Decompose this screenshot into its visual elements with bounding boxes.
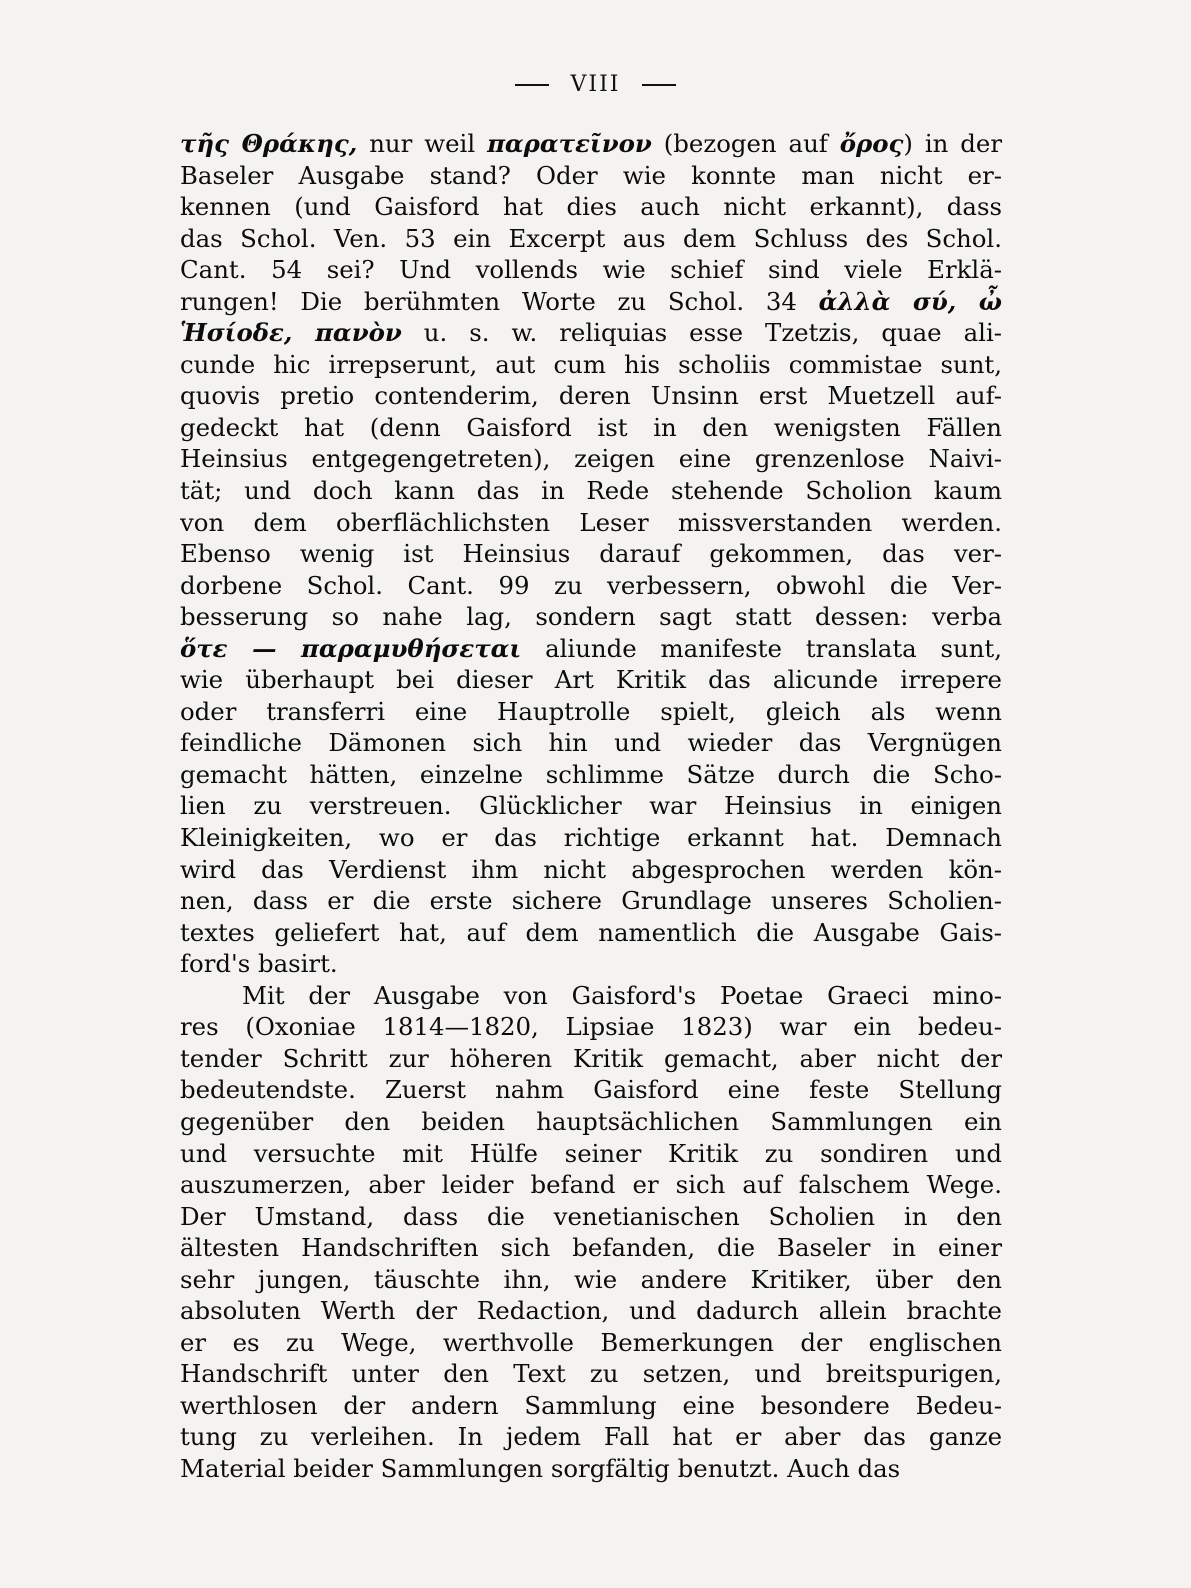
text-line (180, 885, 1002, 917)
text-line (180, 1011, 1002, 1043)
text-segment: Handschrift unter den Text zu setzen, und breitspurigen, (180, 1359, 1002, 1389)
text-segment: ford's basirt. (180, 949, 338, 979)
text-segment: u. s. w. reliquias esse Tzetzis, quae ali- (401, 318, 1002, 348)
text-segment: gegenüber den beiden hauptsächlichen Sammlungen ein (180, 1106, 1002, 1136)
text-segment: nen, dass er die erste sichere Grundlage unseres Scholien- (180, 886, 1002, 916)
text-segment: tender Schritt zur höheren Kritik gemacht, aber nicht der (180, 1043, 1002, 1073)
text-line (180, 980, 1002, 1012)
text-segment: kennen (und Gaisford hat dies auch nicht erkannt), dass (180, 192, 1002, 222)
text-segment: wie überhaupt bei dieser Art Kritik das alicunde irrepere (180, 665, 1002, 695)
text-line (180, 475, 1002, 507)
text-line (180, 1453, 1002, 1485)
greek-text: παρατεῖνον (487, 129, 652, 158)
text-line (180, 160, 1002, 192)
text-segment: nur weil (357, 129, 488, 158)
text-segment: Kleinigkeiten, wo er das richtige erkannt hat. Demnach (180, 823, 1002, 853)
text-line (180, 1138, 1002, 1170)
text-segment: und versuchte mit Hülfe seiner Kritik zu sondiren und (180, 1138, 1002, 1168)
text-segment: feindliche Dämonen sich hin und wieder das Vergnügen (180, 728, 1002, 758)
text-segment: besserung so nahe lag, sondern sagt statt dessen: verba (180, 602, 1002, 632)
text-segment: Mit der Ausgabe von Gaisford's Poetae Graeci mino- (242, 980, 1002, 1010)
text-segment: tung zu verleihen. In jedem Fall hat er aber das ganze (180, 1422, 1002, 1452)
text-segment: Material beider Sammlungen sorgfältig benutzt. Auch das (180, 1453, 901, 1483)
greek-text: ἀλλὰ σύ, ὦ (818, 286, 1002, 316)
text-segment: auszumerzen, aber leider befand er sich auf falschem Wege. (180, 1170, 1002, 1200)
text-segment: Cant. 54 sei? Und vollends wie schief sind viele Erklä- (180, 255, 1002, 285)
text-segment: von dem oberflächlichsten Leser missverstanden werden. (180, 507, 1002, 537)
text-segment: cunde hic irrepserunt, aut cum his scholiis commistae sunt, (180, 349, 1002, 379)
text-line (180, 917, 1002, 949)
text-line (180, 1074, 1002, 1106)
text-line (180, 570, 1002, 602)
paragraph (180, 980, 1002, 1485)
text-line (180, 317, 1002, 349)
text-segment: gedeckt hat (denn Gaisford ist in den wenigsten Fällen (180, 412, 1002, 442)
text-line (180, 1043, 1002, 1075)
text-line (180, 822, 1002, 854)
text-line (180, 1106, 1002, 1138)
body-text (180, 128, 1002, 1485)
text-line (180, 727, 1002, 759)
text-segment: werthlosen der andern Sammlung eine besondere Bedeu- (180, 1390, 1002, 1420)
text-segment: (bezogen auf (651, 129, 840, 158)
text-line (180, 790, 1002, 822)
text-line (180, 759, 1002, 791)
text-line (180, 696, 1002, 728)
text-line (180, 380, 1002, 412)
greek-text: Ἡσίοδε, πανὸν (180, 318, 402, 348)
text-line (180, 948, 1002, 980)
text-segment: wird das Verdienst ihm nicht abgesprochen werden kön- (180, 854, 1002, 884)
page-header (0, 72, 1191, 97)
text-segment: ) in der (903, 129, 1002, 158)
text-segment: gemacht hätten, einzelne schlimme Sätze durch die Scho- (180, 759, 1002, 789)
header-dash-left (515, 84, 549, 86)
text-segment: ältesten Handschriften sich befanden, die Baseler in einer (180, 1233, 1002, 1263)
text-line (180, 1169, 1002, 1201)
text-line (180, 1421, 1002, 1453)
text-line (180, 854, 1002, 886)
text-segment: Baseler Ausgabe stand? Oder wie konnte man nicht er- (180, 160, 1002, 190)
paragraph (180, 128, 1002, 980)
greek-text: ὅτε — παραμυθήσεται (180, 633, 522, 663)
text-line (180, 254, 1002, 286)
text-line (180, 191, 1002, 223)
text-line (180, 1327, 1002, 1359)
text-segment: quovis pretio contenderim, deren Unsinn erst Muetzell auf- (180, 381, 1002, 411)
text-segment: Heinsius entgegengetreten), zeigen eine grenzenlose Naivi- (180, 444, 1002, 474)
text-line (180, 286, 1002, 318)
page-number: VIII (570, 72, 621, 97)
text-segment: aliunde manifeste translata sunt, (521, 633, 1002, 663)
text-line (180, 1358, 1002, 1390)
text-line (180, 664, 1002, 696)
text-line (180, 223, 1002, 255)
text-line (180, 1295, 1002, 1327)
text-segment: lien zu verstreuen. Glücklicher war Heinsius in einigen (180, 791, 1002, 821)
text-line (180, 443, 1002, 475)
text-line (180, 412, 1002, 444)
text-segment: bedeutendste. Zuerst nahm Gaisford eine feste Stellung (180, 1075, 1002, 1105)
text-segment: textes geliefert hat, auf dem namentlich die Ausgabe Gais- (180, 917, 1002, 947)
header-dash-right (642, 84, 676, 86)
text-segment: Ebenso wenig ist Heinsius darauf gekommen, das ver- (180, 539, 1002, 569)
greek-text: ὄρος (839, 129, 904, 158)
text-segment: Der Umstand, dass die venetianischen Scholien in den (180, 1201, 1002, 1231)
text-segment: er es zu Wege, werthvolle Bemerkungen der englischen (180, 1327, 1002, 1357)
text-segment: oder transferri eine Hauptrolle spielt, gleich als wenn (180, 696, 1002, 726)
text-segment: sehr jungen, täuschte ihn, wie andere Kritiker, über den (180, 1264, 1002, 1294)
text-line (180, 601, 1002, 633)
text-line (180, 633, 1002, 665)
text-segment: absoluten Werth der Redaction, und dadurch allein brachte (180, 1296, 1002, 1326)
text-segment: das Schol. Ven. 53 ein Excerpt aus dem Schluss des Schol. (180, 223, 1002, 253)
text-line (180, 507, 1002, 539)
text-line (180, 538, 1002, 570)
text-line (180, 349, 1002, 381)
greek-text: τῆς Θράκης, (180, 129, 358, 158)
text-line (180, 1201, 1002, 1233)
text-line (180, 1232, 1002, 1264)
text-segment: tät; und doch kann das in Rede stehende Scholion kaum (180, 476, 1002, 506)
text-segment: dorbene Schol. Cant. 99 zu verbessern, obwohl die Ver- (180, 570, 1002, 600)
text-segment: rungen! Die berühmten Worte zu Schol. 34 (180, 286, 819, 316)
text-line (180, 1390, 1002, 1422)
text-segment: res (Oxoniae 1814—1820, Lipsiae 1823) war ein bedeu- (180, 1012, 1002, 1042)
text-line (180, 128, 1002, 160)
text-line (180, 1264, 1002, 1296)
